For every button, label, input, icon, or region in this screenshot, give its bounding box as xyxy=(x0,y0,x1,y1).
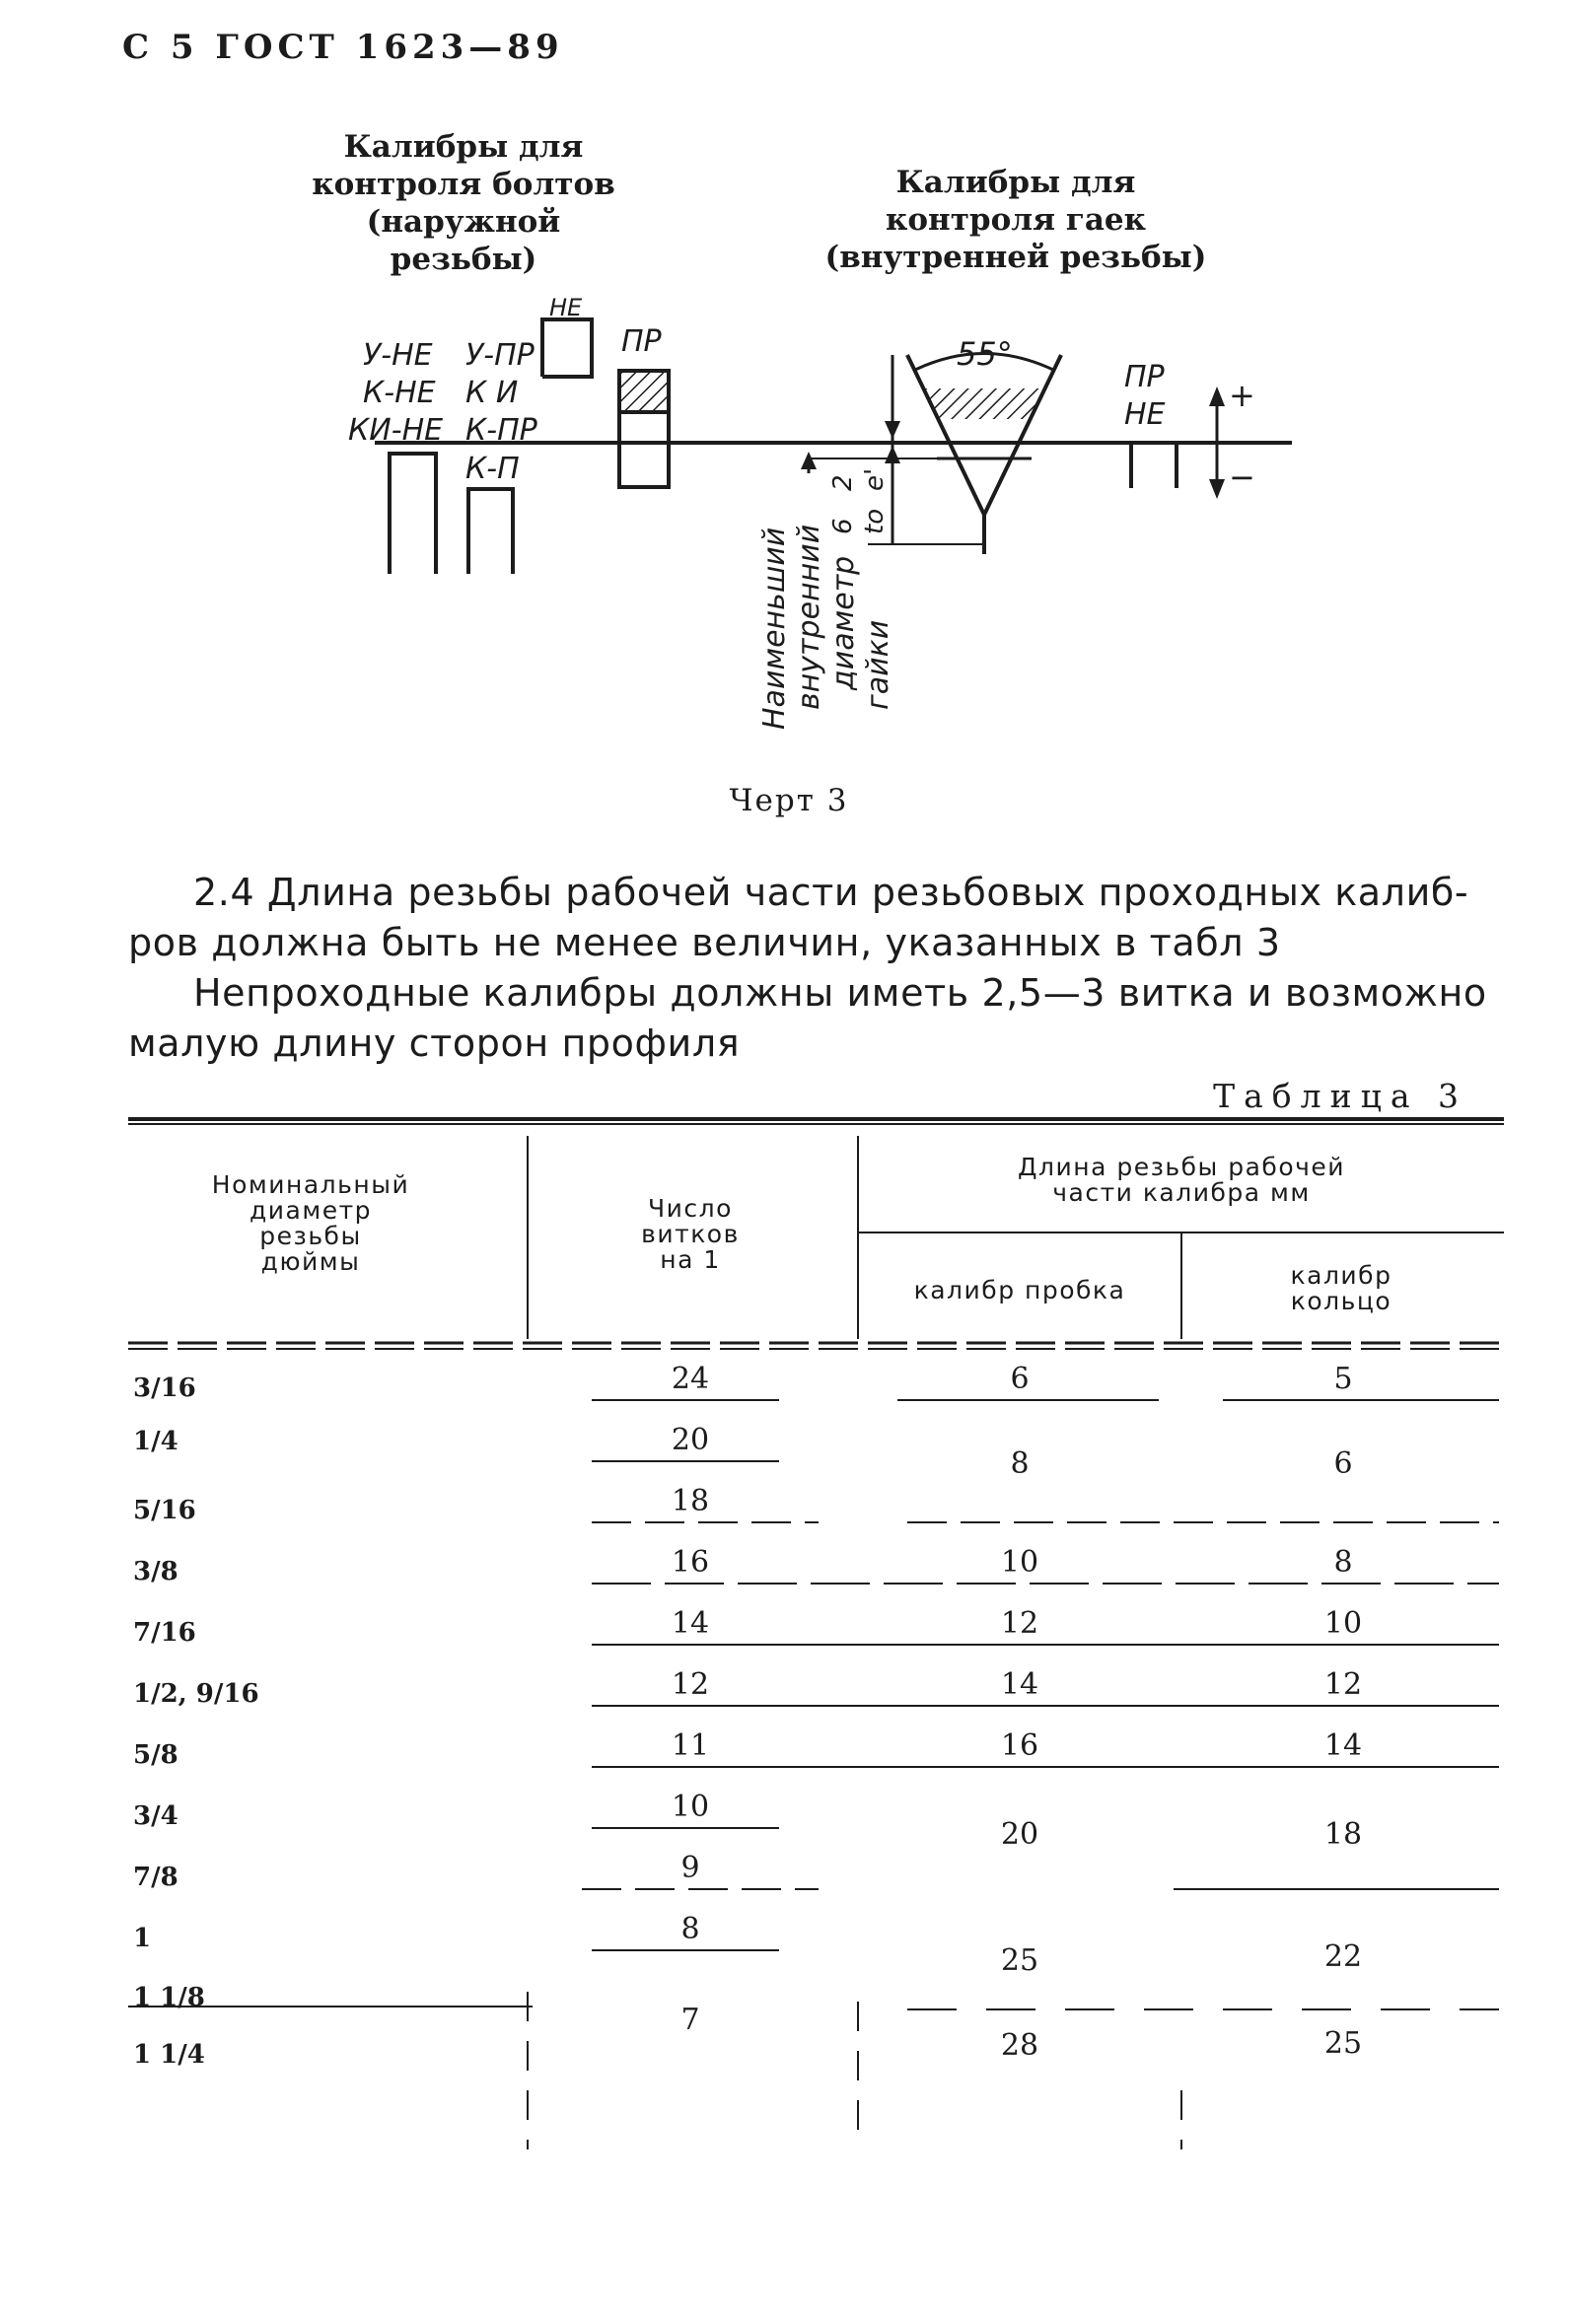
cell-threads: 20 xyxy=(671,1423,710,1457)
cell-threads: 9 xyxy=(680,1851,700,1885)
cell-threads: 10 xyxy=(671,1790,710,1824)
header-diameter: диаметр xyxy=(249,1196,373,1225)
table-caption: Таблица 3 xyxy=(1213,1077,1467,1115)
cell-threads: 12 xyxy=(671,1667,710,1702)
cell-threads: 14 xyxy=(671,1606,710,1641)
cell-ring: 10 xyxy=(1323,1606,1363,1641)
label-u-pr: У-ПР xyxy=(465,338,535,373)
label-k-i: К И xyxy=(465,376,519,410)
header-diameter: дюймы xyxy=(260,1247,361,1276)
header-threads: витков xyxy=(641,1220,740,1248)
cell-ring: 5 xyxy=(1333,1362,1353,1396)
header-diameter: Номинальный xyxy=(211,1170,410,1199)
caption-line: (внутренней резьбы) xyxy=(824,240,1207,275)
cell-diameter: 5/8 xyxy=(133,1740,178,1770)
paragraph-line: 2.4 Длина резьбы рабочей части резьбовых проходных калиб- xyxy=(193,871,1469,914)
label-vertical-line1: Наименьший xyxy=(757,527,792,730)
bolt-kp-block xyxy=(468,489,513,574)
header-diameter: резьбы xyxy=(259,1222,362,1250)
cell-threads: 7 xyxy=(680,2003,700,2037)
cell-plug: 6 xyxy=(1010,1362,1030,1396)
label-minus: − xyxy=(1229,458,1255,496)
cell-ring: 18 xyxy=(1323,1817,1363,1852)
arrow-head xyxy=(1209,387,1225,406)
paragraph-line: ров должна быть не менее величин, указанных в табл 3 xyxy=(128,921,1281,964)
cell-plug: 28 xyxy=(1000,2028,1039,2063)
label-nut-pr: ПР xyxy=(1124,360,1165,394)
header-ring: калибр xyxy=(1290,1261,1392,1290)
cell-diameter: 1 1/4 xyxy=(133,2040,205,2070)
cell-ring: 12 xyxy=(1323,1667,1363,1702)
cell-threads: 16 xyxy=(671,1545,710,1580)
label-vertical-line2: внутренний xyxy=(792,524,826,710)
cell-ring: 25 xyxy=(1323,2026,1363,2061)
cell-diameter: 1 xyxy=(133,1924,152,1953)
caption-nut-gauges xyxy=(809,164,1223,276)
cell-diameter: 1/4 xyxy=(133,1427,178,1456)
table-3 xyxy=(0,1114,1570,2209)
cell-ring: 6 xyxy=(1333,1446,1353,1481)
profile-hatched-zone xyxy=(923,388,1045,419)
label-pr-box: ПР xyxy=(621,324,662,359)
pr-hatched-zone xyxy=(619,371,669,412)
arrow-head xyxy=(801,452,817,469)
paragraph-line: Непроходные калибры должны иметь 2,5—3 витка и возможно xyxy=(193,971,1487,1015)
label-ne-box: НЕ xyxy=(549,296,583,321)
label-plus: + xyxy=(1229,377,1255,414)
cell-ring: 8 xyxy=(1333,1545,1353,1580)
cell-plug: 20 xyxy=(1000,1817,1039,1852)
cell-diameter: 1/2, 9/16 xyxy=(133,1679,259,1709)
nut-ne-block xyxy=(1131,443,1177,488)
label-vertical-line4: гайки xyxy=(861,619,895,710)
caption-line: Калибры для контроля гаек xyxy=(885,165,1147,238)
label-vertical-line3: диаметр xyxy=(826,555,861,690)
cell-diameter: 3/8 xyxy=(133,1557,178,1586)
page-header: С 5 ГОСТ 1623—89 xyxy=(122,28,564,67)
arrow-head xyxy=(885,421,900,439)
cell-diameter: 7/8 xyxy=(133,1863,178,1892)
fraction-to: to xyxy=(860,508,890,534)
cell-plug: 14 xyxy=(1000,1667,1039,1702)
cell-threads: 11 xyxy=(671,1728,710,1763)
label-angle: 55° xyxy=(957,335,1013,373)
fraction-e: e' xyxy=(860,467,890,491)
cell-diameter: 1 1/8 xyxy=(133,1983,205,2012)
header-threads: Число xyxy=(648,1194,733,1223)
cell-threads: 8 xyxy=(680,1912,700,1946)
cell-diameter: 3/4 xyxy=(133,1801,178,1831)
paragraph-line: малую длину сторон профиля xyxy=(128,1021,741,1065)
cell-diameter: 3/16 xyxy=(133,1373,196,1403)
fraction-denominator: 2 xyxy=(828,474,858,491)
header-length-group: Длина резьбы рабочей xyxy=(1017,1153,1346,1181)
caption-line: контроля болтов xyxy=(312,167,615,202)
label-k-p: К-П xyxy=(465,452,520,486)
cell-plug: 8 xyxy=(1010,1446,1030,1481)
caption-bolt-gauges xyxy=(296,128,631,278)
thread-profile xyxy=(907,355,1061,515)
caption-line: Калибры для xyxy=(343,129,584,165)
cell-diameter: 7/16 xyxy=(133,1618,196,1648)
label-ki-ne: КИ-НЕ xyxy=(348,413,444,448)
label-nut-ne: НЕ xyxy=(1124,397,1166,432)
label-k-ne: К-НЕ xyxy=(363,376,436,410)
arrow-head xyxy=(885,446,900,463)
header-plug: калибр пробка xyxy=(913,1276,1126,1304)
header-length-group: части калибра мм xyxy=(1052,1178,1311,1207)
cell-plug: 12 xyxy=(1000,1606,1039,1641)
cell-plug: 10 xyxy=(1000,1545,1039,1580)
header-ring: кольцо xyxy=(1290,1287,1392,1315)
cell-threads: 18 xyxy=(671,1484,710,1518)
label-k-pr: К-ПР xyxy=(465,413,537,448)
cell-diameter: 5/16 xyxy=(133,1496,196,1525)
figure-caption: Черт 3 xyxy=(729,783,849,818)
caption-line: (наружной резьбы) xyxy=(366,204,561,277)
cell-plug: 16 xyxy=(1000,1728,1039,1763)
header-threads: на 1 xyxy=(660,1245,721,1274)
cell-threads: 24 xyxy=(671,1362,710,1396)
cell-plug: 25 xyxy=(1000,1943,1039,1978)
cell-ring: 22 xyxy=(1323,1939,1363,1974)
fraction-denominator: 6 xyxy=(828,518,858,534)
ne-box xyxy=(542,319,592,377)
gauge-diagram xyxy=(0,296,1570,759)
bolt-ne-block xyxy=(390,454,436,574)
label-u-ne: У-НЕ xyxy=(363,338,433,373)
arrow-head xyxy=(1209,479,1225,499)
cell-ring: 14 xyxy=(1323,1728,1363,1763)
